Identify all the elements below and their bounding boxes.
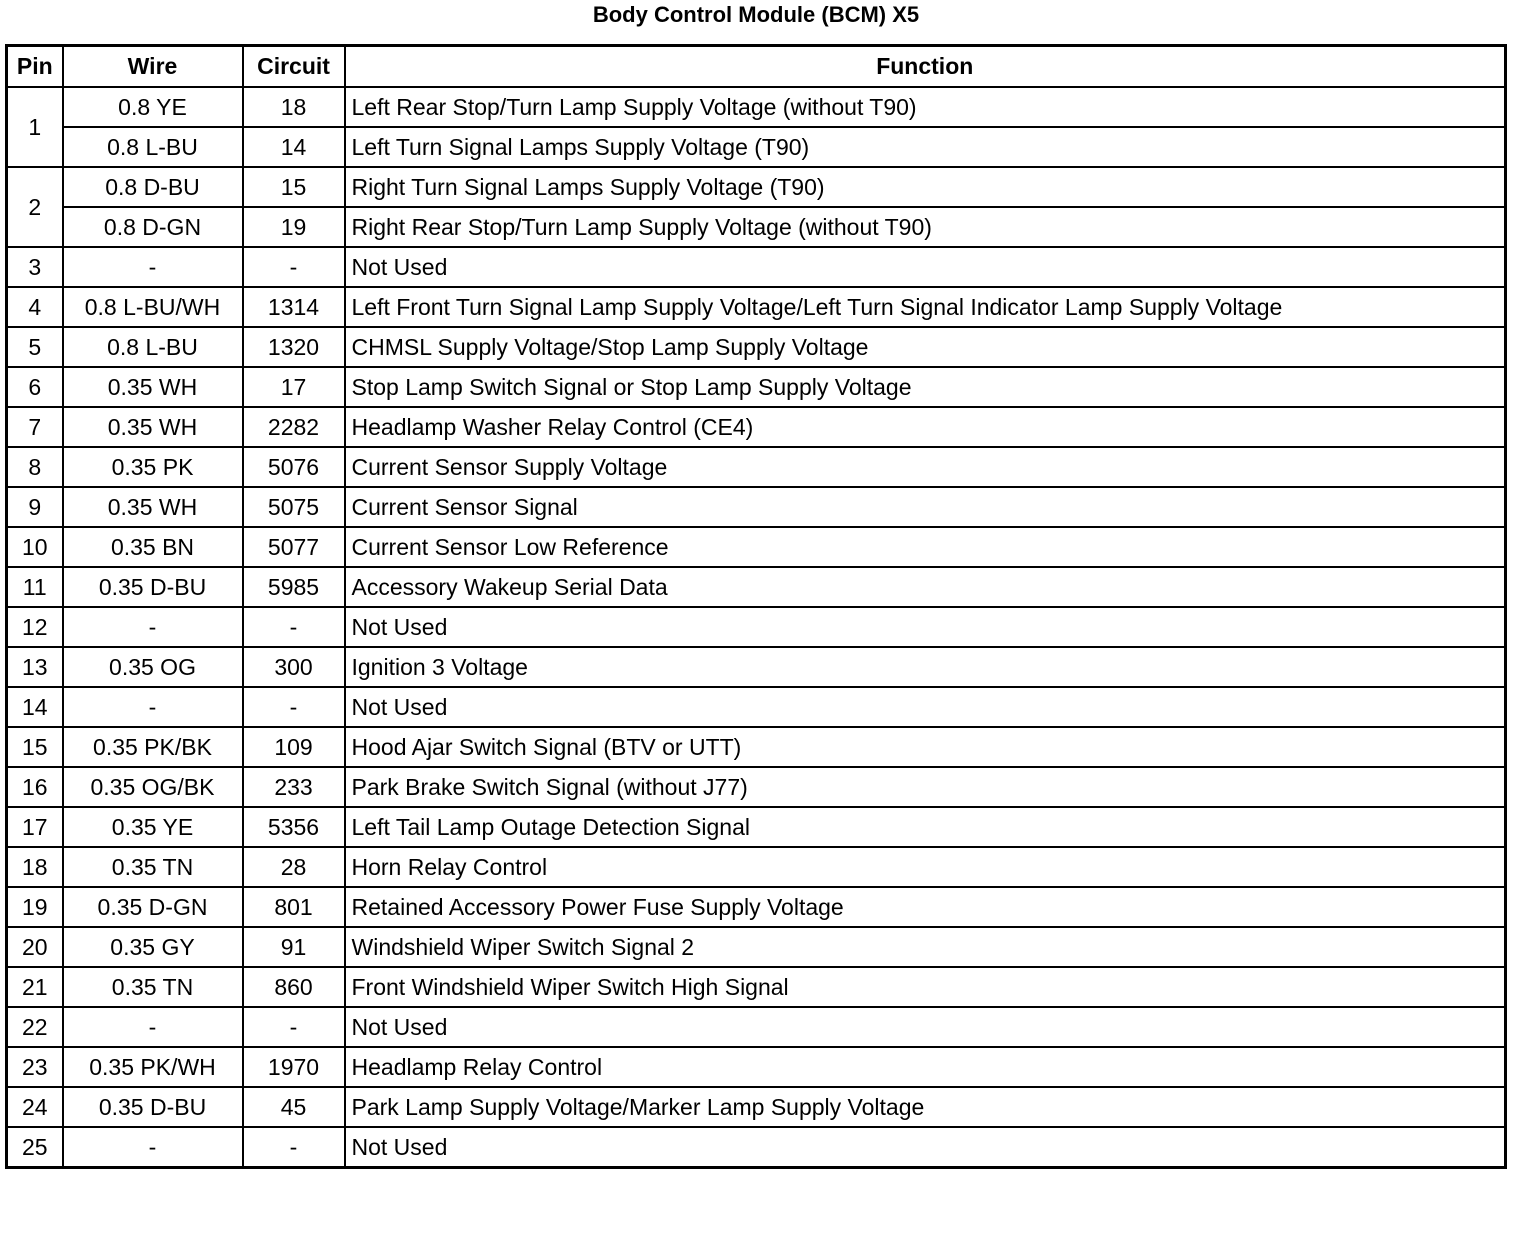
circuit-cell: 109: [243, 727, 345, 767]
circuit-cell: 5077: [243, 527, 345, 567]
pin-cell: 11: [7, 567, 63, 607]
pin-cell: 13: [7, 647, 63, 687]
pin-cell: 10: [7, 527, 63, 567]
table-row: [7, 567, 1506, 607]
wire-cell: 0.35 D-BU: [63, 567, 243, 607]
column-header-function: Function: [345, 46, 1506, 88]
table-row: [7, 927, 1506, 967]
table-row: [7, 967, 1506, 1007]
table-row: [7, 807, 1506, 847]
circuit-cell: 45: [243, 1087, 345, 1127]
function-cell: Stop Lamp Switch Signal or Stop Lamp Supply Voltage: [345, 367, 1506, 407]
wire-cell: 0.35 PK: [63, 447, 243, 487]
table-row: [7, 167, 1506, 207]
wire-cell: 0.8 D-BU: [63, 167, 243, 207]
table-row: [7, 1087, 1506, 1127]
wire-cell: 0.35 PK/WH: [63, 1047, 243, 1087]
function-cell: Left Rear Stop/Turn Lamp Supply Voltage (without T90): [345, 87, 1506, 127]
table-row: [7, 327, 1506, 367]
pin-cell: 17: [7, 807, 63, 847]
wire-cell: -: [63, 1127, 243, 1168]
column-header-circuit: Circuit: [243, 46, 345, 88]
wire-cell: -: [63, 247, 243, 287]
wire-cell: 0.35 OG/BK: [63, 767, 243, 807]
function-cell: Current Sensor Supply Voltage: [345, 447, 1506, 487]
wire-cell: 0.8 L-BU: [63, 127, 243, 167]
pin-cell: 5: [7, 327, 63, 367]
wire-cell: 0.35 WH: [63, 367, 243, 407]
function-cell: Current Sensor Low Reference: [345, 527, 1506, 567]
pin-cell: 24: [7, 1087, 63, 1127]
wire-cell: 0.8 L-BU: [63, 327, 243, 367]
wire-cell: 0.35 YE: [63, 807, 243, 847]
function-cell: Left Front Turn Signal Lamp Supply Voltage/Left Turn Signal Indicator Lamp Supply Voltage: [345, 287, 1506, 327]
function-cell: Left Tail Lamp Outage Detection Signal: [345, 807, 1506, 847]
circuit-cell: -: [243, 607, 345, 647]
wire-cell: 0.35 PK/BK: [63, 727, 243, 767]
pin-cell: 19: [7, 887, 63, 927]
pin-cell: 20: [7, 927, 63, 967]
circuit-cell: 5356: [243, 807, 345, 847]
column-header-wire: Wire: [63, 46, 243, 88]
pin-cell: 6: [7, 367, 63, 407]
table-row: [7, 207, 1506, 247]
pin-cell: 25: [7, 1127, 63, 1168]
circuit-cell: 801: [243, 887, 345, 927]
table-row: [7, 647, 1506, 687]
function-cell: Park Brake Switch Signal (without J77): [345, 767, 1506, 807]
table-row: [7, 447, 1506, 487]
pin-cell: 12: [7, 607, 63, 647]
function-cell: CHMSL Supply Voltage/Stop Lamp Supply Voltage: [345, 327, 1506, 367]
circuit-cell: -: [243, 1007, 345, 1047]
wire-cell: 0.35 D-GN: [63, 887, 243, 927]
table-row: [7, 247, 1506, 287]
column-header-pin: Pin: [7, 46, 63, 88]
function-cell: Not Used: [345, 687, 1506, 727]
table-row: [7, 87, 1506, 127]
table-row: [7, 847, 1506, 887]
function-cell: Left Turn Signal Lamps Supply Voltage (T90): [345, 127, 1506, 167]
table-row: [7, 887, 1506, 927]
wire-cell: 0.35 WH: [63, 487, 243, 527]
function-cell: Accessory Wakeup Serial Data: [345, 567, 1506, 607]
wire-cell: 0.35 WH: [63, 407, 243, 447]
wire-cell: 0.35 TN: [63, 847, 243, 887]
function-cell: Right Turn Signal Lamps Supply Voltage (T90): [345, 167, 1506, 207]
wire-cell: 0.8 YE: [63, 87, 243, 127]
circuit-cell: 14: [243, 127, 345, 167]
table-row: [7, 727, 1506, 767]
circuit-cell: -: [243, 687, 345, 727]
pin-cell: 22: [7, 1007, 63, 1047]
table-row: [7, 287, 1506, 327]
pin-cell: 14: [7, 687, 63, 727]
pin-cell: 7: [7, 407, 63, 447]
circuit-cell: 15: [243, 167, 345, 207]
wire-cell: 0.35 GY: [63, 927, 243, 967]
header-row: [7, 46, 1506, 88]
circuit-cell: 1320: [243, 327, 345, 367]
wire-cell: 0.8 L-BU/WH: [63, 287, 243, 327]
circuit-cell: 300: [243, 647, 345, 687]
wire-cell: 0.35 D-BU: [63, 1087, 243, 1127]
function-cell: Not Used: [345, 1007, 1506, 1047]
wire-cell: -: [63, 687, 243, 727]
table-row: [7, 487, 1506, 527]
table-row: [7, 687, 1506, 727]
table-row: [7, 767, 1506, 807]
table-row: [7, 527, 1506, 567]
pin-cell: 1: [7, 87, 63, 167]
table-body: [7, 87, 1506, 1168]
circuit-cell: 5076: [243, 447, 345, 487]
circuit-cell: 5075: [243, 487, 345, 527]
pin-cell: 16: [7, 767, 63, 807]
function-cell: Not Used: [345, 247, 1506, 287]
circuit-cell: 1314: [243, 287, 345, 327]
function-cell: Headlamp Washer Relay Control (CE4): [345, 407, 1506, 447]
pin-cell: 3: [7, 247, 63, 287]
table-row: [7, 407, 1506, 447]
function-cell: Headlamp Relay Control: [345, 1047, 1506, 1087]
page-title: Body Control Module (BCM) X5: [592, 2, 920, 27]
table-row: [7, 1127, 1506, 1168]
function-cell: Horn Relay Control: [345, 847, 1506, 887]
function-cell: Not Used: [345, 1127, 1506, 1168]
circuit-cell: 2282: [243, 407, 345, 447]
function-cell: Front Windshield Wiper Switch High Signal: [345, 967, 1506, 1007]
circuit-cell: 91: [243, 927, 345, 967]
circuit-cell: 860: [243, 967, 345, 1007]
pin-cell: 18: [7, 847, 63, 887]
circuit-cell: 233: [243, 767, 345, 807]
circuit-cell: 19: [243, 207, 345, 247]
pin-cell: 2: [7, 167, 63, 247]
circuit-cell: -: [243, 247, 345, 287]
circuit-cell: 17: [243, 367, 345, 407]
pin-cell: 9: [7, 487, 63, 527]
circuit-cell: 1970: [243, 1047, 345, 1087]
table-row: [7, 607, 1506, 647]
pin-cell: 4: [7, 287, 63, 327]
wire-cell: 0.35 BN: [63, 527, 243, 567]
circuit-cell: 5985: [243, 567, 345, 607]
function-cell: Current Sensor Signal: [345, 487, 1506, 527]
circuit-cell: 28: [243, 847, 345, 887]
wire-cell: -: [63, 1007, 243, 1047]
function-cell: Park Lamp Supply Voltage/Marker Lamp Supply Voltage: [345, 1087, 1506, 1127]
function-cell: Retained Accessory Power Fuse Supply Voltage: [345, 887, 1506, 927]
wire-cell: 0.35 OG: [63, 647, 243, 687]
pin-cell: 8: [7, 447, 63, 487]
function-cell: Ignition 3 Voltage: [345, 647, 1506, 687]
table-row: [7, 367, 1506, 407]
pin-cell: 23: [7, 1047, 63, 1087]
wire-cell: -: [63, 607, 243, 647]
function-cell: Right Rear Stop/Turn Lamp Supply Voltage (without T90): [345, 207, 1506, 247]
function-cell: Not Used: [345, 607, 1506, 647]
pin-cell: 21: [7, 967, 63, 1007]
function-cell: Hood Ajar Switch Signal (BTV or UTT): [345, 727, 1506, 767]
pinout-table: [5, 44, 1507, 1169]
wire-cell: 0.35 TN: [63, 967, 243, 1007]
function-cell: Windshield Wiper Switch Signal 2: [345, 927, 1506, 967]
circuit-cell: 18: [243, 87, 345, 127]
circuit-cell: -: [243, 1127, 345, 1168]
pin-cell: 15: [7, 727, 63, 767]
wire-cell: 0.8 D-GN: [63, 207, 243, 247]
table-row: [7, 1047, 1506, 1087]
table-row: [7, 127, 1506, 167]
table-row: [7, 1007, 1506, 1047]
